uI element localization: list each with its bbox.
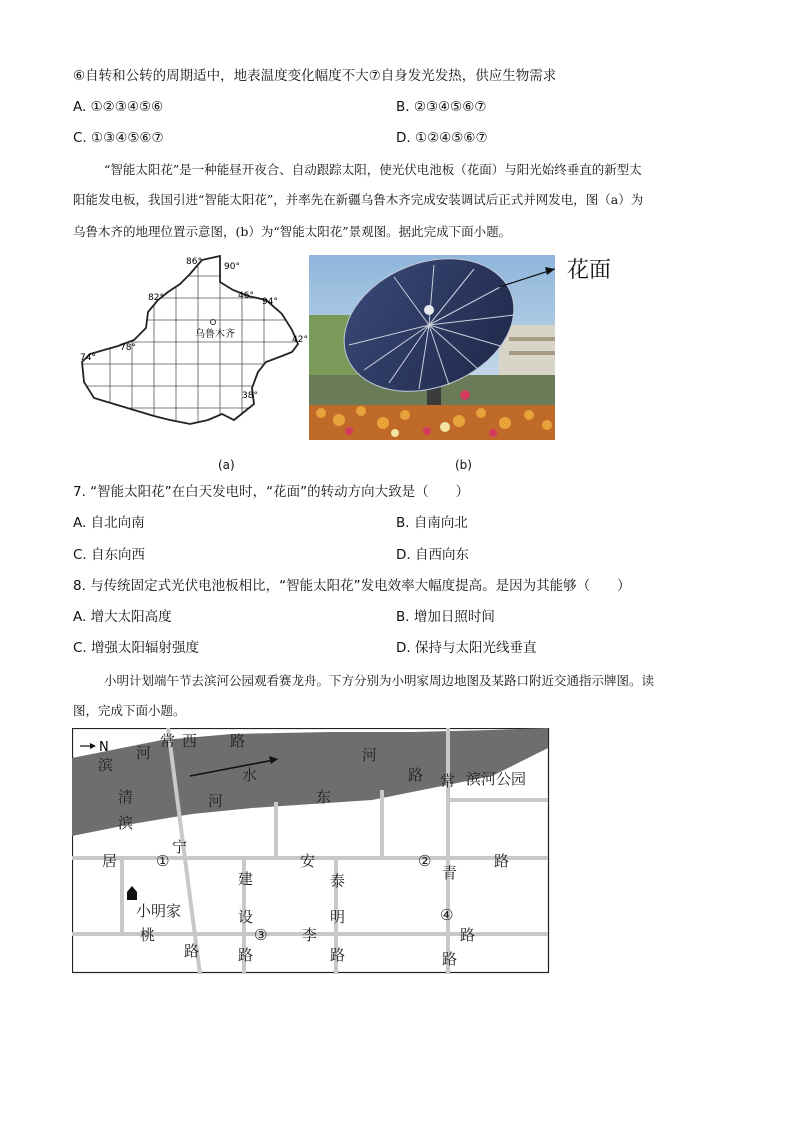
figure-a-map <box>70 252 310 472</box>
intersection-4: ④ <box>440 906 454 924</box>
map-label: 清 <box>118 788 134 806</box>
figure-b-caption: (b) <box>455 458 472 472</box>
map-label: 路 <box>442 950 458 968</box>
map-label: 设 <box>238 908 254 926</box>
map-label: 西 <box>182 732 198 750</box>
map-label: 桃 <box>140 926 156 944</box>
map-label: 路 <box>408 766 424 784</box>
option-6a[interactable]: A. ①②③④⑤⑥ <box>73 99 164 115</box>
map-label: 泰 <box>330 872 346 890</box>
map-label: 李 <box>302 926 318 944</box>
map-label: 滨 <box>118 814 134 832</box>
intro1-line3: 乌鲁木齐的地理位置示意图，(b）为“智能太阳花”景观图。据此完成下面小题。 <box>73 224 512 239</box>
question-7-stem: 7. “智能太阳花”在白天发电时，“花面”的转动方向大致是（ ） <box>73 484 470 500</box>
intro1-line2: 阳能发电板，我国引进“智能太阳花”，并率先在新疆乌鲁木齐完成安装调试后正式并网发电，图（a）为 <box>73 192 644 207</box>
map-label: 路 <box>460 926 476 944</box>
option-7d[interactable]: D. 自西向东 <box>396 547 469 563</box>
option-8b[interactable]: B. 增加日照时间 <box>396 609 495 625</box>
map-label: 河 <box>362 746 378 764</box>
map-label: 路 <box>238 946 254 964</box>
question-8-stem: 8. 与传统固定式光伏电池板相比，“智能太阳花”发电效率大幅度提高。是因为其能够（ ） <box>73 578 631 594</box>
map-label: 居 <box>102 852 118 870</box>
option-7a[interactable]: A. 自北向南 <box>73 515 145 531</box>
option-8d[interactable]: D. 保持与太阳光线垂直 <box>396 640 537 656</box>
lon-label-90: 90° <box>224 262 240 272</box>
intersection-1: ① <box>156 852 170 870</box>
map-label: 建 <box>238 870 254 888</box>
map-label: 河 <box>136 744 152 762</box>
lon-label-82: 82° <box>148 293 164 303</box>
map-label: 常 <box>440 772 456 790</box>
lat-label-42: 42° <box>292 335 308 345</box>
map-label: 河 <box>208 792 224 810</box>
flower-face-label: 花面 <box>567 258 612 283</box>
map-label: 路 <box>330 946 346 964</box>
intersection-3: ③ <box>254 926 268 944</box>
option-6d[interactable]: D. ①②④⑤⑥⑦ <box>396 130 488 146</box>
option-8a[interactable]: A. 增大太阳高度 <box>73 609 172 625</box>
option-8c[interactable]: C. 增强太阳辐射强度 <box>73 640 200 656</box>
map-label: 东 <box>316 788 332 806</box>
lon-label-74: 74° <box>80 353 96 363</box>
lon-label-78: 78° <box>120 343 136 353</box>
street-map <box>72 728 550 974</box>
figure-a-caption: (a) <box>218 458 235 472</box>
map-label: 路 <box>494 852 510 870</box>
lon-label-86: 86° <box>186 257 202 267</box>
question-6-tail: ⑥自转和公转的周期适中，地表温度变化幅度不大⑦自身发光发热，供应生物需求 <box>73 68 557 84</box>
map-label: 青 <box>442 864 458 882</box>
intro2-line1: 小明计划端午节去滨河公园观看赛龙舟。下方分别为小明家周边地图及某路口附近交通指示牌图。读 <box>104 673 655 688</box>
option-6b[interactable]: B. ②③④⑤⑥⑦ <box>396 99 487 115</box>
home-label: 小明家 <box>136 902 182 920</box>
map-label: 安 <box>300 852 316 870</box>
option-7c[interactable]: C. 自东向西 <box>73 547 146 563</box>
map-label: 路 <box>184 942 200 960</box>
figure-b-photo <box>309 255 555 440</box>
city-label: 乌鲁木齐 <box>195 329 235 340</box>
option-7b[interactable]: B. 自南向北 <box>396 515 468 531</box>
map-label: 宁 <box>172 838 188 856</box>
north-label: N <box>99 740 109 755</box>
map-label: 路 <box>230 732 246 750</box>
map-label: 明 <box>330 908 346 926</box>
map-label: 水 <box>242 766 258 784</box>
map-label: 常 <box>160 732 176 750</box>
lat-label-46: 46° <box>238 291 254 301</box>
intro1-line1: “智能太阳花”是一种能昼开夜合、自动跟踪太阳，使光伏电池板（花面）与阳光始终垂直的新型太 <box>104 162 642 177</box>
park-label: 滨河公园 <box>466 770 527 788</box>
lat-label-38: 38° <box>242 391 258 401</box>
intersection-2: ② <box>418 852 432 870</box>
map-label: 滨 <box>98 756 114 774</box>
option-6c[interactable]: C. ①③④⑤⑥⑦ <box>73 130 164 146</box>
intro2-line2: 图，完成下面小题。 <box>73 703 186 718</box>
lon-label-94: 94° <box>262 297 278 307</box>
